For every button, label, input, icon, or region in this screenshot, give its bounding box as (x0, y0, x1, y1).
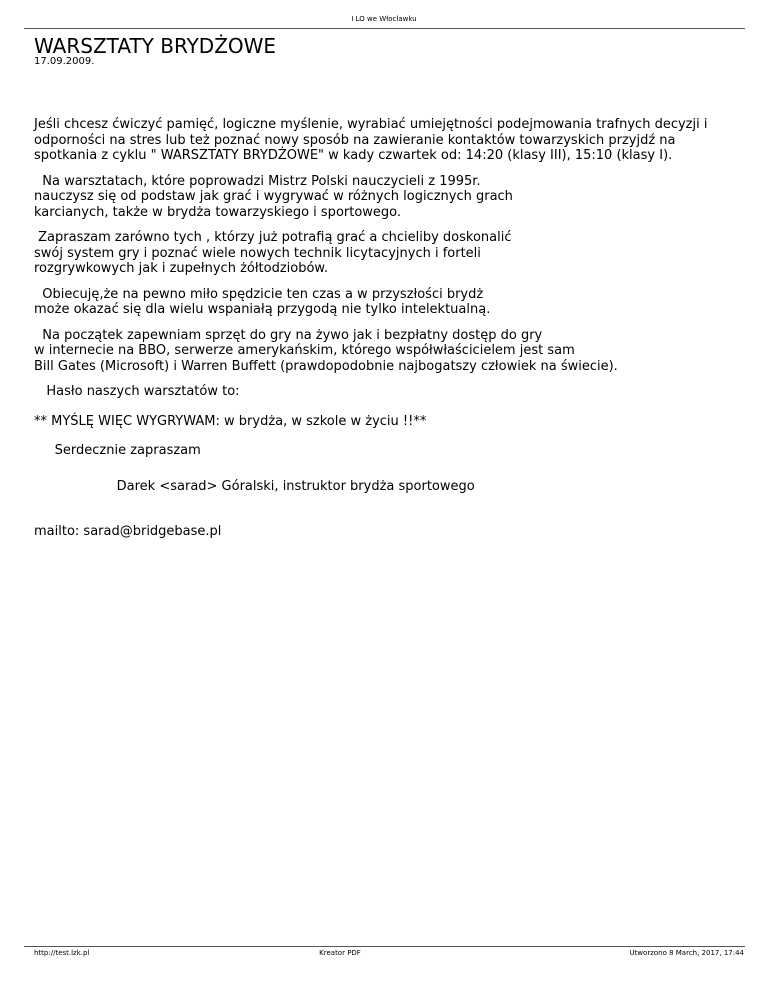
paragraph-line: nauczysz się od podstaw jak grać i wygrywać w różnych logicznych grach (34, 189, 513, 204)
paragraph-equipment (34, 328, 749, 375)
paragraph-line: Obiecuję,że na pewno miło spędzicie ten czas a w przyszłości brydż (34, 286, 484, 302)
paragraph-line: Jeśli chcesz ćwiczyć pamięć, logiczne myślenie, wyrabiać umiejętności podejmowania trafnych decyzji i (34, 117, 708, 132)
paragraph-line: karcianych, także w brydża towarzyskiego i sportowego. (34, 204, 402, 220)
paragraph-line: Na warsztatach, które poprowadzi Mistrz Polski nauczycieli z 1995r. (34, 173, 481, 189)
paragraph-line: Bill Gates (Microsoft) i Warren Buffett (prawdopodobnie najbogatszy człowiek na świecie). (34, 358, 618, 374)
paragraph-line: Zapraszam zarówno tych , którzy już potrafią grać a chcieliby doskonalić (34, 230, 512, 245)
footer-generator: Kreator PDF (319, 949, 361, 957)
signature: Darek <sarad> Góralski, instruktor brydża sportowego (34, 478, 475, 494)
paragraph-line: Na początek zapewniam sprzęt do gry na żywo jak i bezpłatny dostęp do gry (34, 327, 543, 343)
invitation: Serdecznie zapraszam (34, 443, 201, 458)
paragraph-line: rozgrywkowych jak i zupełnych żółtodziobów. (34, 261, 329, 276)
article-date: 17.09.2009. (34, 56, 95, 67)
footer-url-link[interactable]: http://test.lzk.pl (34, 949, 90, 957)
footer-divider (24, 946, 745, 947)
motto: ** MYŚLĘ WIĘC WYGRYWAM: w brydża, w szkole w życiu !!** (34, 413, 427, 429)
paragraph-line: swój system gry i poznać wiele nowych technik licytacyjnych i forteli (34, 245, 481, 261)
article-title: WARSZTATY BRYDŻOWE (34, 34, 277, 58)
paragraph-line: może okazać się dla wielu wspaniałą przygodą nie tylko intelektualną. (34, 302, 491, 317)
paragraph-promise (34, 287, 749, 318)
paragraph-line: odporności na stres lub też poznać nowy sposób na zawieranie kontaktów towarzyskich przyjdź na (34, 132, 676, 148)
paragraph-line: w internecie na BBO, serwerze amerykańskim, którego współwłaścicielem jest sam (34, 343, 575, 358)
footer-created-date: Utworzono 8 March, 2017, 17:44 (629, 949, 744, 957)
contact-email-link[interactable]: mailto: sarad@bridgebase.pl (34, 524, 222, 539)
article-body (34, 117, 749, 540)
motto-intro: Hasło naszych warsztatów to: (34, 384, 240, 399)
paragraph-invite-all (34, 230, 749, 277)
paragraph-workshops (34, 174, 749, 221)
paragraph-line: spotkania z cyklu " WARSZTATY BRYDŻOWE" w kady czwartek od: 14:20 (klasy III), 15:10 (klasy I). (34, 148, 673, 163)
paragraph-intro (34, 117, 749, 164)
page-header-site-name: I LO we Włocławku (351, 15, 417, 23)
header-divider (24, 28, 745, 29)
